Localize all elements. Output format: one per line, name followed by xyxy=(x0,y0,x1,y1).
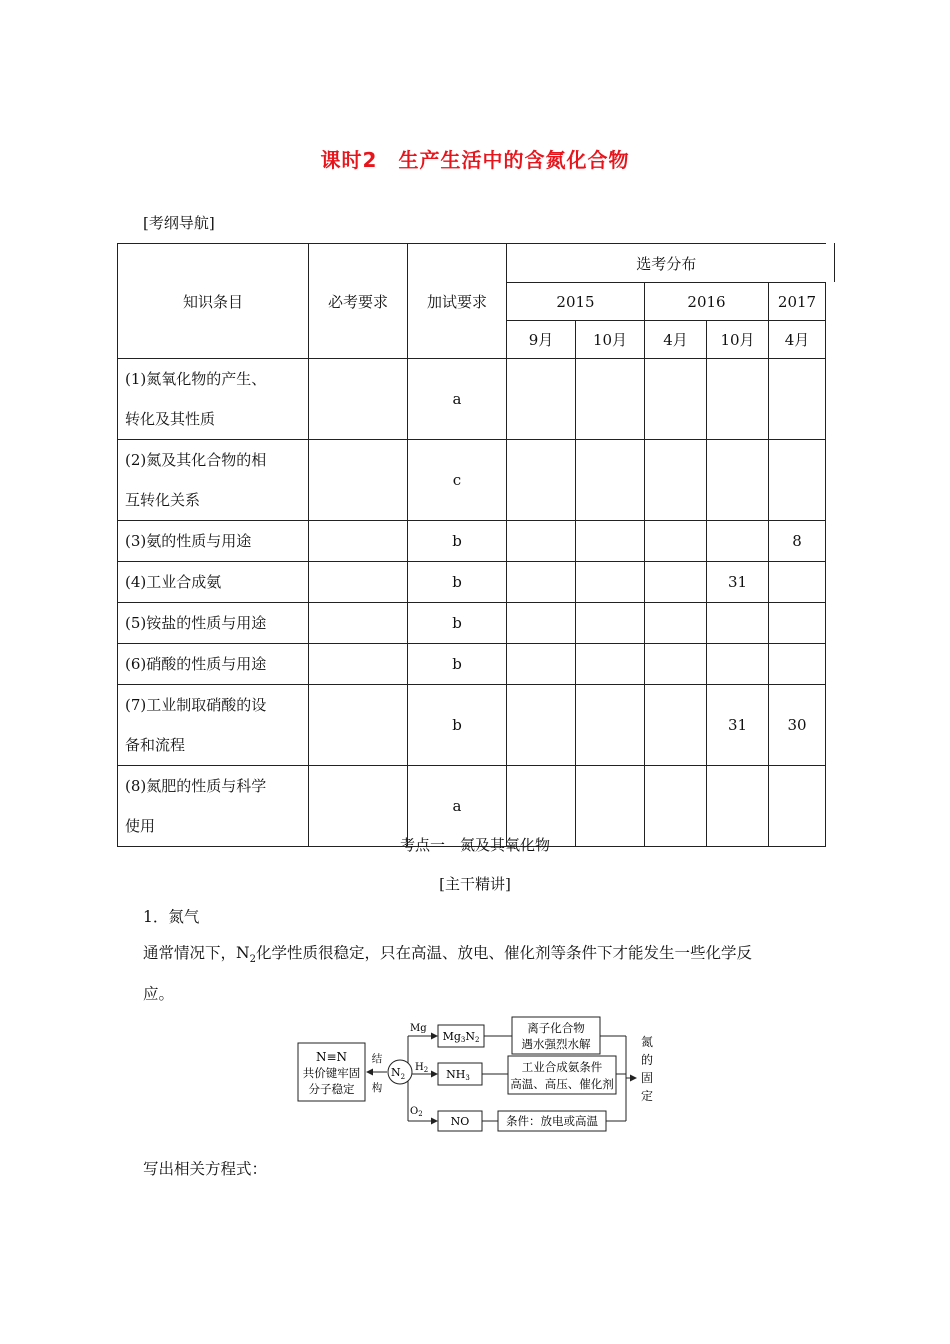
header-required: 必考要求 xyxy=(309,244,408,359)
row-knowledge xyxy=(118,440,309,521)
n2-sub: 2 xyxy=(400,1073,406,1081)
table-row xyxy=(118,685,826,766)
row-knowledge-line2: 备和流程 xyxy=(125,736,186,754)
mg3n2-b: N xyxy=(465,1030,475,1043)
row-required xyxy=(309,603,408,644)
row-knowledge xyxy=(118,685,309,766)
row-extra: b xyxy=(408,562,507,603)
paragraph-1 xyxy=(143,934,752,979)
table-row xyxy=(118,603,826,644)
row-cell xyxy=(507,644,576,685)
table-row xyxy=(118,562,826,603)
row-cell xyxy=(769,603,826,644)
row-required xyxy=(309,644,408,685)
row-required xyxy=(309,521,408,562)
row-cell xyxy=(576,521,645,562)
write-equations-prompt: 写出相关方程式： xyxy=(143,1160,268,1178)
reagent-h2-main: H xyxy=(415,1062,424,1073)
table-row xyxy=(118,359,826,440)
row-cell xyxy=(707,644,769,685)
reagent-mg: Mg xyxy=(410,1023,427,1034)
row-cell xyxy=(707,359,769,440)
fixation-char: 氮 xyxy=(640,1035,654,1049)
table-row xyxy=(118,521,826,562)
row-knowledge-line1: (8)氮肥的性质与科学 xyxy=(125,777,267,795)
subsection-title: [主干精讲] xyxy=(439,875,511,893)
row-cell xyxy=(576,644,645,685)
row-cell xyxy=(507,603,576,644)
row-knowledge-line2: 互转化关系 xyxy=(125,491,201,509)
n2-label xyxy=(391,1066,405,1081)
year-2015: 2015 xyxy=(507,283,645,321)
row-knowledge: (4)工业合成氨 xyxy=(118,562,309,603)
triple-bond-text: N≡N xyxy=(315,1050,348,1064)
product-no: NO xyxy=(450,1115,470,1128)
row-knowledge: (6)硝酸的性质与用途 xyxy=(118,644,309,685)
year-2016: 2016 xyxy=(645,283,769,321)
row-cell xyxy=(769,562,826,603)
row-extra: b xyxy=(408,521,507,562)
row-extra: b xyxy=(408,685,507,766)
molecule-stable-text: 分子稳定 xyxy=(308,1082,355,1096)
row-knowledge: (3)氨的性质与用途 xyxy=(118,521,309,562)
row-knowledge-line2: 转化及其性质 xyxy=(125,410,216,428)
row-knowledge: (5)铵盐的性质与用途 xyxy=(118,603,309,644)
row-cell xyxy=(576,685,645,766)
row-cell xyxy=(645,644,707,685)
row-knowledge-line2: 使用 xyxy=(125,817,156,835)
row-required xyxy=(309,440,408,521)
page-title: 课时2 生产生活中的含氮化合物 xyxy=(320,148,630,172)
row-cell xyxy=(645,521,707,562)
exam-outline-table-overhang xyxy=(834,243,835,282)
row-knowledge-line1: (1)氮氧化物的产生、 xyxy=(125,370,267,388)
table-row xyxy=(118,644,826,685)
row-cell xyxy=(707,440,769,521)
header-knowledge: 知识条目 xyxy=(118,244,309,359)
header-extra: 加试要求 xyxy=(408,244,507,359)
row-cell xyxy=(507,521,576,562)
month-2017-4: 4月 xyxy=(769,321,826,359)
nh3-sub: 3 xyxy=(465,1074,470,1082)
mg3n2-s2: 2 xyxy=(474,1036,480,1044)
product-nh3 xyxy=(446,1068,470,1082)
row-cell xyxy=(645,685,707,766)
row-cell xyxy=(769,644,826,685)
structure-label-1: 结 xyxy=(371,1053,383,1065)
row-cell: 31 xyxy=(707,685,769,766)
row-extra: c xyxy=(408,440,507,521)
row-extra: b xyxy=(408,644,507,685)
month-2016-10: 10月 xyxy=(707,321,769,359)
product-mg3n2 xyxy=(443,1030,480,1044)
month-2015-10: 10月 xyxy=(576,321,645,359)
section-title: 考点一 氮及其氧化物 xyxy=(399,836,550,854)
row-knowledge xyxy=(118,359,309,440)
header-distribution: 选考分布 xyxy=(507,244,826,283)
nitrogen-diagram xyxy=(290,1010,662,1135)
month-2015-9: 9月 xyxy=(507,321,576,359)
reagent-o2-main: O xyxy=(410,1106,419,1117)
month-2016-4: 4月 xyxy=(645,321,707,359)
reagent-o2-sub: 2 xyxy=(418,1110,423,1118)
row-cell: 8 xyxy=(769,521,826,562)
exam-outline-table xyxy=(117,243,826,847)
row-cell xyxy=(576,359,645,440)
row-extra: a xyxy=(408,766,507,847)
row-cell xyxy=(645,440,707,521)
row-cell xyxy=(645,562,707,603)
fixation-char: 定 xyxy=(640,1089,654,1103)
row-cell xyxy=(645,359,707,440)
row-cell xyxy=(507,359,576,440)
row-cell: 30 xyxy=(769,685,826,766)
n2-main: N xyxy=(390,1066,401,1079)
note-top-line1: 离子化合物 xyxy=(527,1021,585,1035)
reagent-h2-sub: 2 xyxy=(423,1066,429,1074)
row-cell xyxy=(576,562,645,603)
row-required xyxy=(309,685,408,766)
para1-text-after: 化学性质很稳定，只在高温、放电、催化剂等条件下才能发生一些化学反 xyxy=(255,944,752,962)
row-cell xyxy=(576,603,645,644)
row-required xyxy=(309,562,408,603)
table-row xyxy=(118,440,826,521)
row-cell xyxy=(769,359,826,440)
fixation-char: 固 xyxy=(640,1071,654,1085)
row-knowledge-line1: (7)工业制取硝酸的设 xyxy=(125,696,267,714)
fixation-char: 的 xyxy=(640,1053,654,1067)
note-bot-text: 条件：放电或高温 xyxy=(506,1114,598,1128)
row-required xyxy=(309,359,408,440)
reagent-h2 xyxy=(415,1062,428,1074)
row-knowledge-line1: (2)氮及其化合物的相 xyxy=(125,451,267,469)
bond-strong-text: 共价键牢固 xyxy=(302,1066,361,1080)
mg3n2-s1: 3 xyxy=(460,1036,466,1044)
row-cell xyxy=(769,440,826,521)
year-2017: 2017 xyxy=(769,283,826,321)
item1-title: 1．氮气 xyxy=(143,908,200,926)
para1-text-before: 通常情况下，N xyxy=(143,944,250,962)
row-cell xyxy=(707,521,769,562)
row-cell xyxy=(576,440,645,521)
row-cell xyxy=(507,562,576,603)
row-extra: b xyxy=(408,603,507,644)
note-mid-line1: 工业合成氨条件 xyxy=(521,1060,603,1074)
structure-label-2: 构 xyxy=(371,1082,383,1094)
row-cell: 31 xyxy=(707,562,769,603)
mg3n2-a: Mg xyxy=(442,1030,461,1043)
reagent-o2 xyxy=(410,1106,423,1118)
guide-label: [考纲导航] xyxy=(143,214,215,232)
row-cell xyxy=(645,603,707,644)
row-cell xyxy=(707,603,769,644)
para1-subscript: 2 xyxy=(249,954,256,966)
row-cell xyxy=(507,685,576,766)
nh3-main: NH xyxy=(446,1068,466,1081)
row-extra: a xyxy=(408,359,507,440)
note-top-line2: 遇水强烈水解 xyxy=(521,1037,591,1051)
note-mid-line2: 高温、高压、催化剂 xyxy=(510,1077,614,1091)
paragraph-1-line2: 应。 xyxy=(143,985,175,1003)
row-cell xyxy=(507,440,576,521)
